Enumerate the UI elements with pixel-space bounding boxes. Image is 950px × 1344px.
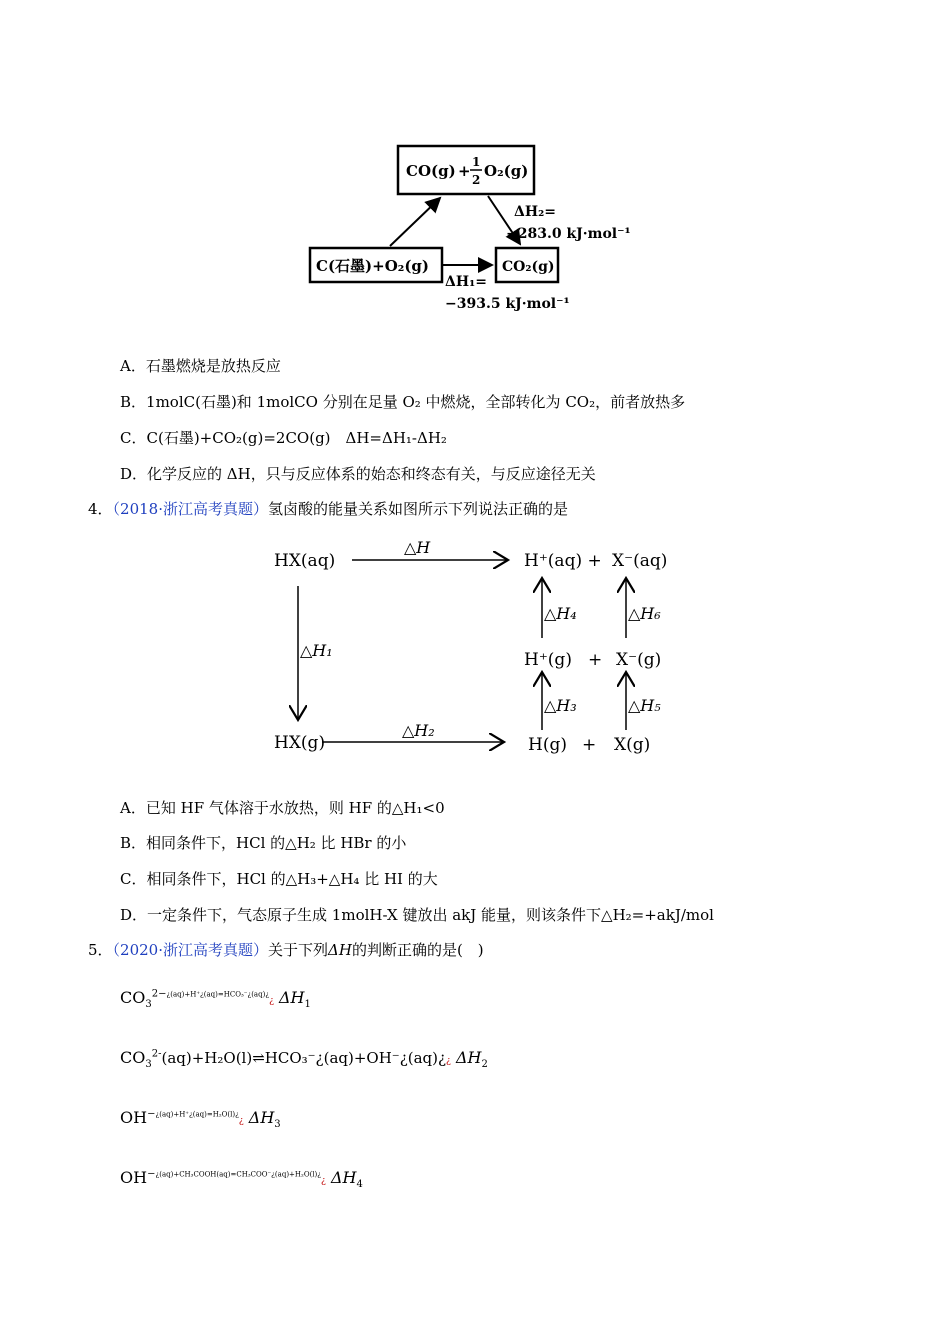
plus-sign: + [458, 162, 471, 180]
glyph-marker: ¿ [238, 1116, 244, 1126]
delta-h-sub: 3 [274, 1119, 281, 1131]
delta-h-sub: 1 [304, 999, 311, 1011]
option-text: 石墨燃烧是放热反应 [145, 357, 281, 375]
glyph-marker: ¿ [446, 1056, 451, 1066]
dh1-label: ΔH₁= [445, 274, 487, 290]
question-text: 关于下列 [268, 941, 329, 959]
formula-sup: 2- [151, 1048, 162, 1060]
equation-4 [120, 1168, 363, 1190]
option-letter: D． [120, 906, 148, 924]
option-letter: A． [120, 357, 146, 375]
option-letter: C． [120, 429, 147, 447]
plus-ion: + [588, 650, 603, 670]
delta-h: ΔH [455, 1048, 482, 1067]
option-letter: B． [120, 834, 147, 852]
option-text: 一定条件下，气态原子生成 1molH-X 键放出 akJ 能量，则该条件下△H₂=+akJ/mol [147, 906, 714, 924]
delta-h: ΔH [279, 988, 305, 1007]
question-text-end: 的判断正确的是( ) [351, 941, 484, 959]
top-box-o2: O₂(g) [484, 162, 529, 180]
q5-stem [88, 940, 484, 960]
option-text: 已知 HF 气体溶于水放热，则 HF 的△H₁<0 [145, 799, 445, 817]
equation-2 [120, 1048, 488, 1070]
q4-option-d [120, 905, 714, 925]
equation-3 [120, 1108, 281, 1130]
glyph-marker: ¿ [321, 1176, 326, 1186]
label-dh: △H [404, 538, 431, 557]
h-aq: H⁺(aq) + [524, 551, 602, 571]
formula-sup: 2− [151, 988, 167, 1000]
dh2-label: ΔH₂= [514, 204, 556, 220]
option-text: 相同条件下，HCl 的△H₂ 比 HBr 的小 [146, 834, 407, 852]
equation-1 [120, 988, 311, 1010]
formula: OH [120, 1168, 148, 1187]
q3-option-a [120, 356, 281, 376]
formula-sup: − [147, 1168, 156, 1180]
question-source: （2018·浙江高考真题） [112, 500, 268, 518]
arrow-left-to-top [390, 198, 440, 246]
option-text: 化学反应的 ΔH，只与反应体系的始态和终态有关，与反应途径无关 [147, 465, 596, 483]
question-source: （2020·浙江高考真题） [112, 941, 268, 959]
equation-body: ¿(aq)+H⁺¿(aq)=HCO₃⁻¿(aq)¿ [166, 990, 270, 999]
x-aq: X⁻(aq) [612, 551, 668, 571]
label-dh2: △H₂ [402, 721, 435, 740]
option-letter: A． [120, 799, 146, 817]
option-text: C(石墨)+CO₂(g)=2CO(g) ΔH=ΔH₁-ΔH₂ [146, 429, 447, 447]
q3-option-c [120, 428, 447, 448]
formula-sub: 3 [145, 999, 152, 1011]
question-number: 4． [88, 500, 113, 518]
top-box-frac-num: 1 [472, 155, 481, 169]
equation-body: ¿(aq)+CH₃COOH(aq)=CH₃COO⁻¿(aq)+H₂O(l)¿ [155, 1170, 322, 1179]
top-box-co: CO(g) [406, 162, 456, 180]
q3-option-b [120, 392, 685, 412]
dh1-value: −393.5 kJ·mol⁻¹ [445, 296, 570, 312]
label-dh5: △H₅ [628, 696, 661, 715]
delta-h: ΔH [248, 1108, 275, 1127]
x-g: X(g) [614, 735, 651, 755]
delta-h-sub: 4 [356, 1179, 363, 1191]
energy-cycle-diagram [300, 138, 650, 316]
label-dh1: △H₁ [300, 641, 333, 660]
hx-aq: HX(aq) [274, 551, 336, 571]
option-text: 相同条件下，HCl 的△H₃+△H₄ 比 HI 的大 [146, 870, 438, 888]
dh2-value: −283.0 kJ·mol⁻¹ [506, 226, 631, 242]
q3-option-d [120, 464, 596, 484]
plus-atom: + [582, 735, 597, 755]
label-dh3: △H₃ [544, 696, 577, 715]
hx-g: HX(g) [274, 733, 326, 753]
top-box-frac-den: 2 [472, 173, 481, 187]
q4-option-b [120, 833, 406, 853]
label-dh6: △H₆ [628, 604, 661, 623]
left-box-label: C(石墨)+O₂(g) [316, 257, 430, 275]
question-text: 氢卤酸的能量关系如图所示下列说法正确的是 [268, 500, 569, 518]
q4-option-a [120, 798, 445, 818]
option-letter: B． [120, 393, 147, 411]
formula: CO [120, 1048, 146, 1067]
h-g-ion: H⁺(g) [524, 650, 572, 670]
hydrohalic-energy-diagram [260, 538, 700, 768]
glyph-marker: ¿ [269, 996, 274, 1006]
formula: CO [120, 988, 146, 1007]
delta-h-symbol: ΔH [328, 941, 352, 959]
question-number: 5． [88, 941, 113, 959]
equation-body: ¿(aq)+H⁺¿(aq)=H₂O(l)¿ [155, 1110, 239, 1119]
formula-sub: 3 [145, 1059, 152, 1071]
option-letter: C． [120, 870, 147, 888]
h-g: H(g) [528, 735, 567, 755]
equation-body: (aq)+H₂O(l)⇌HCO₃⁻¿(aq)+OH⁻¿(aq)¿ [161, 1049, 447, 1067]
label-dh4: △H₄ [544, 604, 577, 623]
right-box-label: CO₂(g) [502, 259, 555, 275]
option-letter: D． [120, 465, 148, 483]
option-text: 1molC(石墨)和 1molCO 分别在足量 O₂ 中燃烧，全部转化为 CO₂，前者放热多 [146, 393, 686, 411]
delta-h: ΔH [330, 1168, 357, 1187]
formula: OH [120, 1108, 148, 1127]
q4-option-c [120, 869, 438, 889]
q4-stem [88, 499, 568, 519]
formula-sup: − [147, 1108, 156, 1120]
delta-h-sub: 2 [481, 1059, 488, 1071]
x-g-ion: X⁻(g) [616, 650, 662, 670]
